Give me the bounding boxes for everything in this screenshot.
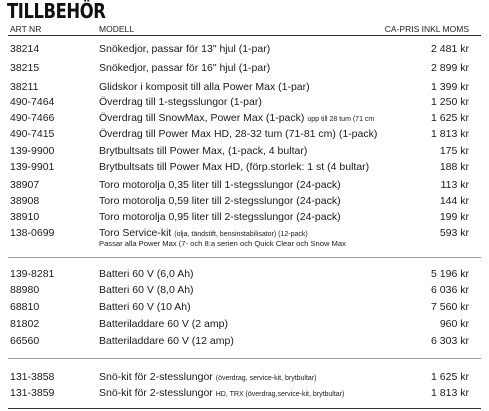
art-number: 68810	[10, 301, 40, 313]
price: 7 560 kr	[431, 301, 469, 313]
art-number: 38908	[10, 195, 40, 207]
model-name: Toro motorolja 0,59 liter till 2-stegsslungor (24-pack)	[99, 195, 341, 207]
art-number: 139-9900	[10, 145, 55, 157]
art-number: 38211	[10, 81, 39, 93]
art-number: 138-0699	[10, 227, 55, 239]
price: 1 399 kr	[431, 81, 469, 93]
model-name: Överdrag till 1-stegsslungor (1-par)	[99, 96, 262, 108]
model-name: Brytbultsats till Power Max HD, (förp.storlek: 1 st (4 bultar)	[99, 161, 370, 173]
art-number: 139-9901	[10, 161, 55, 173]
art-number: 490-7464	[10, 96, 55, 108]
model-name: Snö-kit för 2-stesslungor (överdrag, service-kit, brytbultar)	[99, 371, 317, 383]
art-number: 81802	[10, 318, 40, 330]
art-number: 490-7466	[10, 112, 55, 124]
price: 1 250 kr	[431, 96, 469, 108]
model-note-inline: (överdrag, service-kit, brytbultar)	[215, 375, 317, 382]
model-name: Toro motorolja 0,35 liter till 1-stegsslungor (24-pack)	[99, 179, 341, 191]
model-name: Batteriladdare 60 V (12 amp)	[99, 335, 234, 347]
price: 593 kr	[439, 227, 469, 239]
price: 199 kr	[439, 211, 469, 223]
model-note-inline: (olja, tändstift, bensinstabilisator) (12-pack)	[174, 231, 308, 238]
price: 5 196 kr	[431, 268, 469, 280]
art-number: 38907	[10, 179, 40, 191]
model-note-inline: upp till 28 tum (71 cm	[307, 116, 375, 123]
price: 113 kr	[440, 179, 469, 191]
column-header-art: ART NR	[10, 24, 42, 34]
art-number: 88980	[10, 284, 40, 296]
art-number: 131-3859	[10, 387, 55, 399]
price: 6 303 kr	[431, 335, 469, 347]
header-rule	[8, 35, 481, 36]
price: 2 899 kr	[431, 62, 469, 74]
model-name: Snö-kit för 2-stesslungor HD, TRX (överdrag,service-kit, brytbultar)	[99, 387, 345, 399]
art-number: 131-3858	[10, 371, 55, 383]
price: 1 813 kr	[431, 387, 469, 399]
price: 960 kr	[439, 318, 469, 330]
price: 188 kr	[439, 161, 469, 173]
section-divider	[8, 358, 481, 359]
model-name: Överdrag till SnowMax, Power Max (1-pack) upp till 28 tum (71 cm	[99, 112, 375, 124]
price: 6 036 kr	[431, 284, 469, 296]
model-name: Brytbultsats till Power Max, (1-pack, 4 bultar)	[99, 145, 308, 157]
model-name: Glidskor i komposit till alla Power Max (1-par)	[99, 81, 310, 93]
art-number: 38214	[10, 43, 40, 55]
footer-rule	[8, 408, 481, 409]
model-name: Toro Service-kit (olja, tändstift, bensinstabilisator) (12-pack)	[99, 227, 308, 239]
price: 175 kr	[439, 145, 469, 157]
column-header-price: CA-PRIS INKL MOMS	[384, 24, 469, 34]
model-name: Snökedjor, passar för 13" hjul (1-par)	[99, 43, 271, 55]
art-number: 66560	[10, 335, 40, 347]
section-divider	[8, 257, 481, 258]
model-name: Snökedjor, passar för 16" hjul (1-par)	[99, 62, 271, 74]
column-header-model: MODELL	[99, 24, 134, 34]
model-name: Batteriladdare 60 V (2 amp)	[99, 318, 228, 330]
price: 144 kr	[439, 195, 469, 207]
price: 2 481 kr	[431, 43, 469, 55]
art-number: 38910	[10, 211, 40, 223]
price: 1 813 kr	[431, 128, 469, 140]
model-name: Batteri 60 V (10 Ah)	[99, 301, 191, 313]
art-number: 139-8281	[10, 268, 55, 280]
model-name: Batteri 60 V (6,0 Ah)	[99, 268, 194, 280]
model-note-inline: HD, TRX (överdrag,service-kit, brytbultar)	[215, 391, 345, 398]
price: 1 625 kr	[431, 371, 469, 383]
model-note: Passar alla Power Max (7- och 8:a serien och Quick Clear och Snow Max	[99, 239, 346, 248]
model-name: Batteri 60 V (8,0 Ah)	[99, 284, 194, 296]
art-number: 38215	[10, 62, 40, 74]
page-title: TILLBEHÖR	[7, 0, 106, 23]
model-name: Toro motorolja 0,95 liter till 2-stegsslungor (24-pack)	[99, 211, 341, 223]
price: 1 625 kr	[431, 112, 469, 124]
model-name: Överdrag till Power Max HD, 28-32 tum (71-81 cm) (1-pack)	[99, 128, 378, 140]
art-number: 490-7415	[10, 128, 55, 140]
